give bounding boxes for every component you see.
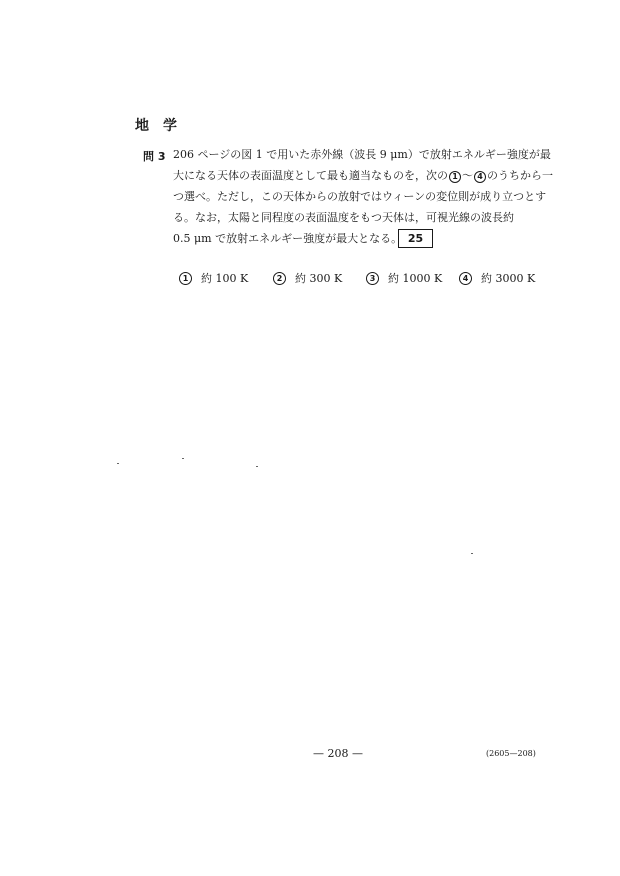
range-end-marker: 4 (474, 171, 486, 183)
question-line-1: 206 ページの図 1 で用いた赤外線（波長 9 μm）で放射エネルギー強度が最 (173, 148, 551, 161)
choice-1-text: 約 100 K (201, 272, 249, 285)
choice-3-text: 約 1000 K (388, 272, 443, 285)
question-line-2 (173, 169, 553, 183)
question-line-4: る。なお，太陽と同程度の表面温度をもつ天体は，可視光線の波長約 (173, 211, 514, 224)
scan-speck (256, 466, 258, 467)
question-label: 問 3 (143, 150, 166, 163)
scan-speck (117, 463, 119, 464)
range-tilde: ～ (462, 169, 473, 182)
range-start-marker: 1 (449, 171, 461, 183)
question-line-5: 0.5 μm で放射エネルギー強度が最大となる。 (173, 232, 403, 245)
question-line-3: つ選べ。ただし，この天体からの放射ではウィーンの変位則が成り立つとす (173, 190, 547, 203)
choice-2-text: 約 300 K (295, 272, 343, 285)
answer-number-box: 25 (398, 229, 433, 248)
choice-4-text: 約 3000 K (481, 272, 536, 285)
scan-speck (471, 553, 473, 554)
subject-heading: 地 学 (135, 118, 177, 134)
question-line-2-tail: のうちから一 (487, 169, 553, 182)
page-code: (2605—208) (486, 749, 536, 758)
choice-1[interactable] (178, 270, 248, 286)
scan-speck (182, 458, 184, 459)
page-number: — 208 — (313, 747, 363, 760)
choice-list (0, 270, 620, 290)
choice-3-number: 3 (366, 272, 379, 285)
choice-3[interactable] (365, 270, 442, 286)
choice-4-number: 4 (459, 272, 472, 285)
choice-1-number: 1 (179, 272, 192, 285)
choice-2[interactable] (272, 270, 342, 286)
choice-4[interactable] (458, 270, 535, 286)
choice-2-number: 2 (273, 272, 286, 285)
question-line-2-text: 大になる天体の表面温度として最も適当なものを，次の (173, 169, 448, 182)
